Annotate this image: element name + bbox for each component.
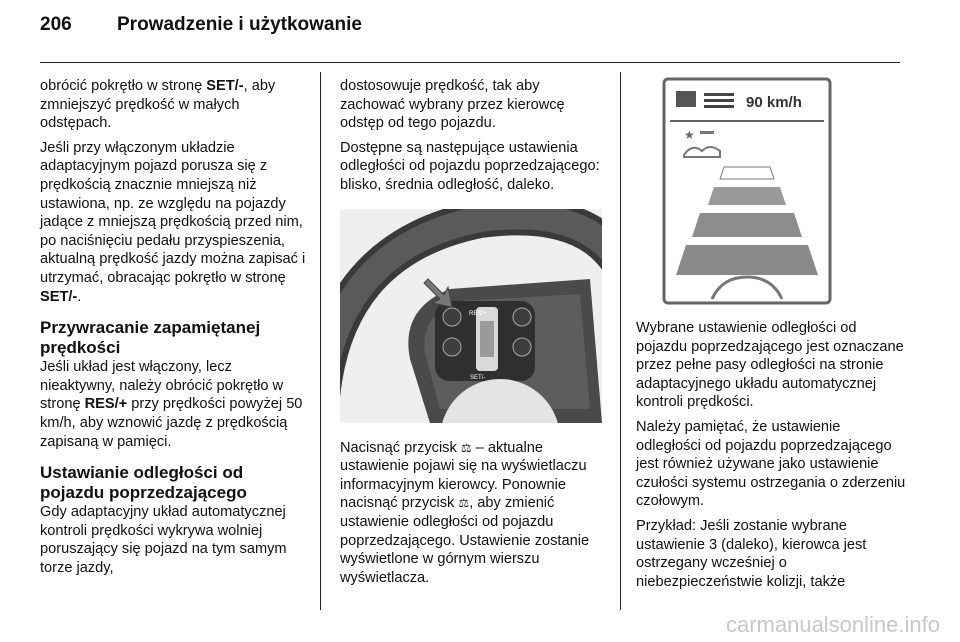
res-label: RES/+ <box>469 310 487 317</box>
distance-button-icon: ⚖ <box>460 440 472 455</box>
page-title: Prowadzenie i użytkowanie <box>117 14 362 35</box>
paragraph: Przykład: Jeśli zostanie wybrane ustawienie 3 (daleko), kierowca jest ostrzegany wcześniej o niebezpieczeństwie kolizji, także <box>636 517 867 590</box>
set-label: SET/- <box>470 374 486 381</box>
display-drawing <box>662 77 832 305</box>
paragraph: Dostępne są następujące ustawienia odległości od pojazdu poprzedzającego: blisko, średnia odległość, daleko. <box>340 139 600 193</box>
paragraph: obrócić pokrętło w stronę SET/-, aby zmniejszyć prędkość w małych odstępach. <box>40 78 276 132</box>
header-rule <box>40 62 900 63</box>
column-divider-2 <box>620 72 621 610</box>
adaptive-cruise-icon: ★ <box>684 128 695 142</box>
column-1 <box>40 77 310 583</box>
column-3 <box>636 77 906 597</box>
paragraph: Wybrane ustawienie odległości od pojazdu poprzedzającego jest oznaczane przez pełne pasy odległości na stronie adaptacyjnego układu automatycznej kontroli prędkości. <box>636 320 904 411</box>
watermark: carmanualsonline.info <box>725 612 940 637</box>
paragraph: Jeśli układ jest włączony, lecz nieaktywny, należy obrócić pokrętło w stronę RES/+ przy prędkości powyżej 50 km/h, aby wznowić jazdę z prędkością zapisaną w pamięci. <box>40 359 303 450</box>
steering-wheel-drawing <box>340 209 602 423</box>
column-2 <box>340 77 606 593</box>
distance-button-icon: ⚖ <box>458 496 470 511</box>
page-number: 206 <box>40 14 72 35</box>
car-icon <box>676 91 696 107</box>
driver-info-display <box>662 77 832 305</box>
column-divider-1 <box>320 72 321 610</box>
paragraph: Należy pamiętać, że ustawienie odległości od pojazdu poprzedzającego jest również używane jako ustawienie czułości systemu ostrzegania o zderzeniu czołowym. <box>636 418 906 510</box>
section-heading: Przywracanie zapamiętanej prędkości <box>40 318 261 358</box>
steering-wheel-illustration <box>340 209 602 423</box>
paragraph: dostosowuje prędkość, tak aby zachować wybrany przez kierowcę odstęp od tego pojazdu. <box>340 78 565 132</box>
paragraph: Jeśli przy włączonym układzie adaptacyjnym pojazd porusza się z prędkością znacznie mniejszą niż ustawiona, np. ze względu na pojazdy jadące z mniejszą prędkością przed nim, po naciśnięciu pedału przyspieszenia, aktualną prędkość jazdy można zapisać i utrzymać, obracając pokrętło w stronę SET/-. <box>40 139 306 305</box>
section-heading: Ustawianie odległości od pojazdu poprzedzającego <box>40 463 247 503</box>
display-speed: 90 km/h <box>746 94 802 111</box>
paragraph: Gdy adaptacyjny układ automatycznej kontroli prędkości wykrywa wolniej poruszający się pojazd na tym samym torze jazdy, <box>40 504 287 576</box>
paragraph: Nacisnąć przycisk ⚖ – aktualne ustawienie pojawi się na wyświetlaczu informacyjnym kierowcy. Ponownie nacisnąć przycisk ⚖, aby zmienić ustawienie odległości od pojazdu poprzedzającego. Ustawienie zostanie wyświetlone w górnym wierszu wyświetlacza. <box>340 439 590 586</box>
